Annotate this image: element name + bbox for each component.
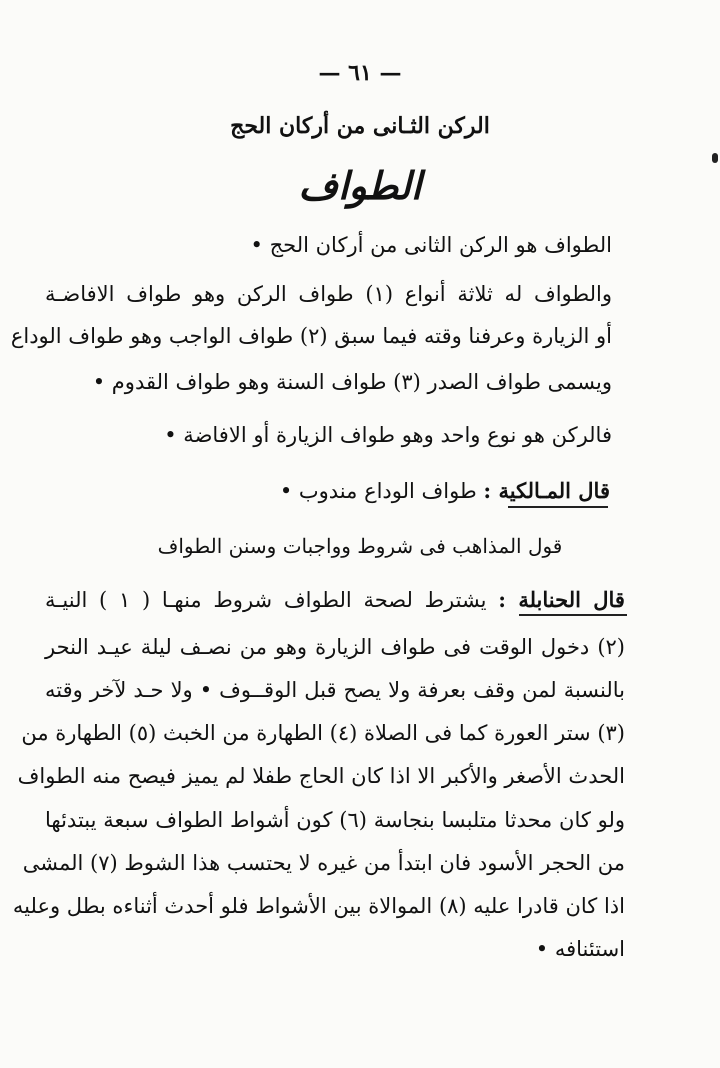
hanbali-line: اذا كان قادرا عليه (٨) الموالاة بين الأشواط فلو أحدث أثناءه بطل وعليه	[12, 894, 625, 918]
hanbali-label-underline	[519, 614, 627, 616]
hanbali-line: (٢) دخول الوقت فى طواف الزيارة وهو من نصـف ليلة عيـد النحر	[45, 635, 625, 659]
section-heading: الركن الثـانى من أركان الحج	[230, 113, 490, 139]
maliki-label: قال المـالكية :	[483, 478, 610, 503]
paragraph-line: فالركن هو نوع واحد وهو طواف الزيارة أو الافاضة •	[164, 423, 612, 447]
page-number: — ٦١ —	[318, 60, 402, 86]
paragraph-line: الطواف هو الركن الثانى من أركان الحج •	[250, 233, 612, 257]
margin-mark	[712, 153, 718, 163]
maliki-text: طواف الوداع مندوب •	[279, 479, 477, 503]
chapter-title: الطواف	[298, 163, 422, 208]
hanbali-line: استئنافه •	[535, 937, 625, 961]
hanbali-line: ولو كان محدثا متلبسا بنجاسة (٦) كون أشواط الطواف سبعة يبتدئها	[45, 808, 625, 832]
paragraph-line: ويسمى طواف الصدر (٣) طواف السنة وهو طواف القدوم •	[92, 370, 612, 394]
paragraph-line: والطواف له ثلاثة أنواع (١) طواف الركن وهو طواف الافاضـة	[45, 282, 612, 306]
hanbali-line: الحدث الأصغر والأكبر الا اذا كان الحاج طفلا لم يميز فيصح منه الطواف	[17, 764, 625, 788]
hanbali-line: (٣) ستر العورة كما فى الصلاة (٤) الطهارة من الخبث (٥) الطهارة من	[21, 721, 625, 745]
hanbali-label: قال الحنابلة :	[498, 587, 625, 612]
subheading: قول المذاهب فى شروط وواجبات وسنن الطواف	[157, 534, 563, 558]
hanbali-line: بالنسبة لمن وقف بعرفة ولا يصح قبل الوقــوف • ولا حـد لآخر وقته	[45, 678, 625, 702]
maliki-opinion	[95, 477, 610, 505]
hanbali-opinion	[45, 586, 625, 614]
paragraph-line: أو الزيارة وعرفنا وقته فيما سبق (٢) طواف الواجب وهو طواف الوداع	[10, 324, 612, 348]
maliki-label-underline	[508, 506, 608, 508]
hanbali-first-line: يشترط لصحة الطواف شروط منهـا ( ١ ) النيـة	[45, 588, 487, 612]
hanbali-line: من الحجر الأسود فان ابتدأ من غيره لا يحتسب هذا الشوط (٧) المشى	[22, 851, 625, 875]
